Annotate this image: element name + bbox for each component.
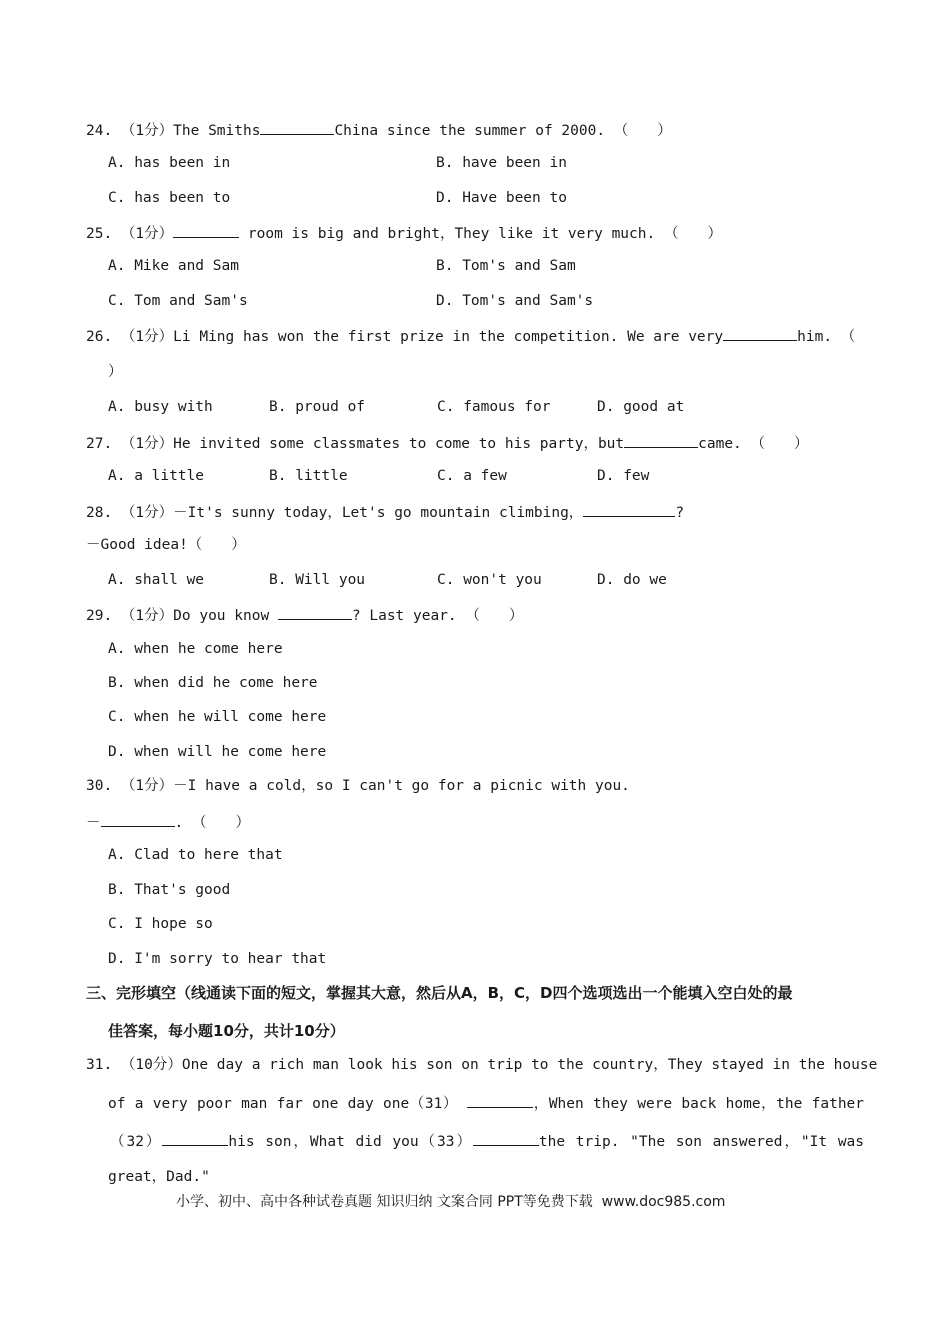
question-31-line-4: great，Dad.": [108, 1169, 210, 1185]
option-a: A. a little: [108, 468, 205, 484]
option-d: D. good at: [597, 399, 685, 415]
q24-stem-text-a: 24. （1分）The Smiths: [86, 123, 261, 139]
answer-blank: [467, 1092, 533, 1108]
q31-line3-text-c: the trip. "The son answered，"It was: [538, 1134, 865, 1150]
option-c: C. won't you: [437, 572, 542, 588]
q24-stem-text-b: China since the summer of 2000. （ ）: [334, 123, 672, 139]
option-d: D. Tom's and Sam's: [436, 293, 594, 309]
q26-stem-text-b: him. （: [797, 329, 856, 345]
question-31-line-1: 31. （10分）One day a rich man look his son on trip to the country，They stayed in the house: [86, 1057, 878, 1073]
q26-stem-text-a: 26. （1分）Li Ming has won the first prize in the competition. We are very: [86, 329, 724, 345]
option-b: B. when did he come here: [108, 675, 318, 691]
option-b: B. have been in: [436, 155, 567, 171]
option-b: B. proud of: [269, 399, 366, 415]
option-c: C. I hope so: [108, 916, 213, 932]
question-28-reply: －Good idea!（ ）: [86, 537, 246, 553]
q31-line2-text-a: of a very poor man far one day one（31）: [108, 1096, 458, 1112]
q31-line3-text-b: his son，What did you（33）: [228, 1134, 473, 1150]
answer-blank: [260, 119, 334, 135]
question-30-stem: 30. （1分）－I have a cold，so I can't go for a picnic with you.: [86, 778, 630, 794]
option-c: C. has been to: [108, 190, 231, 206]
option-a: A. has been in: [108, 155, 231, 171]
option-a: A. busy with: [108, 399, 213, 415]
option-d: D. do we: [597, 572, 667, 588]
answer-blank: [278, 604, 352, 620]
answer-blank: [473, 1130, 539, 1146]
question-29-stem: [86, 604, 523, 626]
q29-stem-text-a: 29. （1分）Do you know: [86, 608, 278, 624]
option-a: A. Mike and Sam: [108, 258, 239, 274]
q30-reply-text-b: . （ ）: [174, 815, 250, 831]
option-c: C. a few: [437, 468, 507, 484]
option-d: D. Have been to: [436, 190, 567, 206]
question-24-stem: [86, 119, 672, 141]
option-d: D. I'm sorry to hear that: [108, 951, 327, 967]
option-a: A. shall we: [108, 572, 205, 588]
q25-stem-text-a: 25. （1分）: [86, 226, 174, 242]
q28-stem-text-b: ?: [675, 505, 685, 521]
option-d: D. few: [597, 468, 650, 484]
q29-stem-text-b: ? Last year. （ ）: [351, 608, 524, 624]
question-28-stem: [86, 501, 684, 523]
question-26-stem: [86, 325, 855, 347]
option-c: C. famous for: [437, 399, 551, 415]
question-31-line-2: [108, 1092, 864, 1114]
question-26-stem-continued: ）: [108, 364, 123, 380]
question-27-stem: [86, 432, 809, 454]
option-a: A. when he come here: [108, 641, 283, 657]
answer-blank: [101, 811, 175, 827]
option-d: D. when will he come here: [108, 744, 327, 760]
option-b: B. Will you: [269, 572, 366, 588]
question-25-stem: [86, 222, 722, 244]
option-a: A. Clad to here that: [108, 847, 283, 863]
q30-reply-text-a: －: [86, 815, 101, 831]
question-30-reply: [86, 811, 250, 833]
option-b: B. little: [269, 468, 348, 484]
answer-blank: [173, 222, 239, 238]
q28-stem-text-a: 28. （1分）－It's sunny today，Let's go mountain climbing，: [86, 505, 584, 521]
q27-stem-text-a: 27. （1分）He invited some classmates to come to his party，but: [86, 436, 625, 452]
option-c: C. when he will come here: [108, 709, 327, 725]
answer-blank: [583, 501, 675, 517]
option-b: B. Tom's and Sam: [436, 258, 576, 274]
answer-blank: [723, 325, 797, 341]
option-b: B. That's good: [108, 882, 231, 898]
q25-stem-text-b: room is big and bright，They like it very much. （ ）: [239, 226, 722, 242]
question-31-line-3: [110, 1130, 864, 1152]
section-heading: 三、完形填空（线通读下面的短文，掌握其大意，然后从A，B，C，D四个选项选出一个能填入空白处的最: [86, 984, 793, 1002]
q31-line2-text-b: ，When they were back home，the father: [533, 1096, 865, 1112]
q31-line3-text-a: （32）: [110, 1134, 163, 1150]
answer-blank: [162, 1130, 228, 1146]
answer-blank: [624, 432, 698, 448]
section-heading-continued: 佳答案，每小题10分，共计10分）: [108, 1022, 345, 1040]
page-footer: 小学、初中、高中各种试卷真题 知识归纳 文案合同 PPT等免费下载 www.doc985.com: [176, 1194, 726, 1210]
option-c: C. Tom and Sam's: [108, 293, 248, 309]
q27-stem-text-b: came. （ ）: [698, 436, 809, 452]
